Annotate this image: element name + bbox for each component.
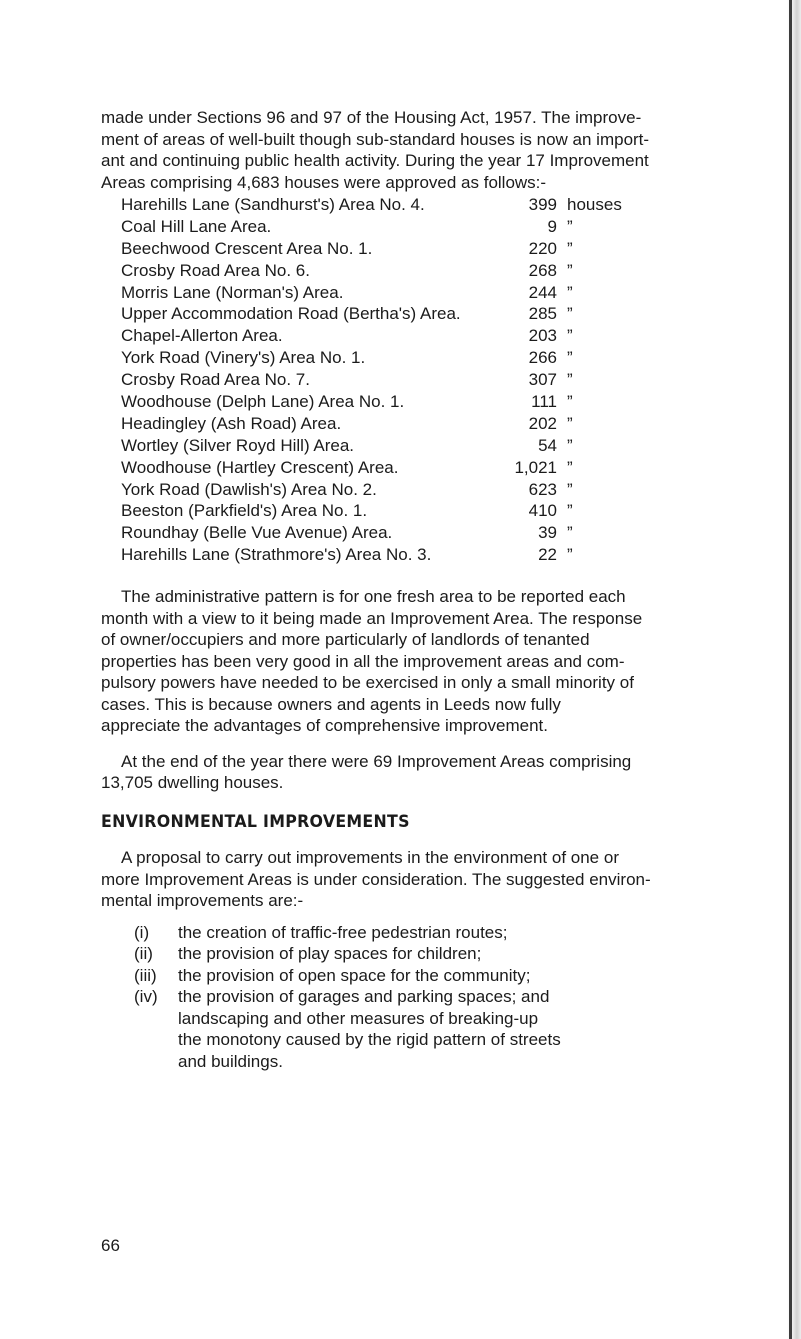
area-name: Crosby Road Area No. 6.: [121, 260, 310, 280]
area-house-count: 410: [528, 501, 557, 521]
area-house-count: 307: [528, 370, 557, 390]
area-name: Harehills Lane (Sandhurst's) Area No. 4.: [121, 195, 425, 214]
paragraph-line: A proposal to carry out improvements in the environment of one or: [121, 848, 619, 868]
intro-paragraph: [101, 107, 761, 193]
list-item-number: (ii): [134, 944, 153, 964]
intro-line: ant and continuing public health activity. During the year 17 Improvement: [101, 151, 649, 170]
area-name: York Road (Dawlish's) Area No. 2.: [121, 479, 377, 499]
area-house-count: 203: [528, 326, 557, 346]
area-unit: ”: [567, 216, 573, 236]
area-row: [121, 216, 721, 238]
document-page: [101, 107, 761, 1072]
paragraph-line: month with a view to it being made an Improvement Area. The response: [101, 608, 643, 628]
area-row: [121, 457, 721, 479]
list-item-text: the provision of open space for the community;: [178, 965, 531, 985]
paragraph-line: cases. This is because owners and agents in Leeds now fully: [101, 694, 561, 714]
area-unit: ”: [567, 435, 573, 455]
environmental-improvements-list: [134, 922, 761, 1073]
administrative-pattern-paragraph: [101, 586, 761, 737]
area-unit: ”: [567, 523, 573, 543]
paragraph-line: pulsory powers have needed to be exercised in only a small minority of: [101, 673, 634, 693]
area-name: Woodhouse (Delph Lane) Area No. 1.: [121, 392, 405, 412]
scan-binding-line: [789, 0, 792, 1339]
paragraph-line: 13,705 dwelling houses.: [101, 773, 284, 793]
area-house-count: 623: [528, 479, 557, 499]
area-house-count: 244: [528, 282, 557, 302]
page-number: 66: [101, 1236, 120, 1255]
list-item: [134, 922, 761, 944]
area-house-count: 22: [538, 545, 557, 565]
area-row: [121, 282, 721, 304]
proposal-paragraph: [101, 847, 761, 912]
area-name: York Road (Vinery's) Area No. 1.: [121, 348, 366, 368]
area-name: Morris Lane (Norman's) Area.: [121, 282, 344, 302]
intro-line: made under Sections 96 and 97 of the Housing Act, 1957. The improve-: [101, 108, 642, 127]
area-name: Headingley (Ash Road) Area.: [121, 413, 342, 433]
area-name: Roundhay (Belle Vue Avenue) Area.: [121, 523, 393, 543]
area-unit: ”: [567, 348, 573, 368]
area-unit: ”: [567, 479, 573, 499]
year-end-paragraph: [101, 751, 761, 794]
area-row: [121, 435, 721, 457]
area-row: [121, 522, 721, 544]
area-name: Upper Accommodation Road (Bertha's) Area.: [121, 304, 461, 324]
area-name: Harehills Lane (Strathmore's) Area No. 3.: [121, 545, 432, 565]
area-name: Chapel-Allerton Area.: [121, 326, 283, 346]
area-row: [121, 369, 721, 391]
area-house-count: 266: [528, 348, 557, 368]
intro-line: Areas comprising 4,683 houses were approved as follows:-: [101, 172, 547, 192]
area-house-count: 220: [528, 238, 557, 258]
list-item-number: (iii): [134, 965, 157, 985]
area-unit: ”: [567, 457, 573, 477]
list-item-number: (iv): [134, 987, 158, 1007]
area-unit: ”: [567, 260, 573, 280]
area-house-count: 268: [528, 260, 557, 280]
list-item-line: and buildings.: [178, 1051, 283, 1071]
list-item: [134, 965, 761, 987]
paragraph-line: properties has been very good in all the improvement areas and com-: [101, 651, 625, 671]
area-row: [121, 413, 721, 435]
area-row: [121, 391, 721, 413]
area-row: [121, 194, 721, 216]
paragraph-line: of owner/occupiers and more particularly of landlords of tenanted: [101, 630, 590, 650]
area-name: Wortley (Silver Royd Hill) Area.: [121, 435, 355, 455]
area-unit: ”: [567, 392, 573, 412]
area-unit: ”: [567, 545, 573, 565]
area-house-count: 202: [528, 413, 557, 433]
intro-line: ment of areas of well-built though sub-standard houses is now an import-: [101, 129, 650, 149]
area-house-count: 285: [528, 304, 557, 324]
list-item: [134, 986, 761, 1072]
list-item-line: the provision of garages and parking spaces; and: [178, 987, 550, 1007]
area-row: [121, 544, 721, 566]
paragraph-line: mental improvements are:-: [101, 891, 304, 911]
area-name: Beechwood Crescent Area No. 1.: [121, 238, 373, 258]
area-unit: ”: [567, 304, 573, 324]
area-unit: ”: [567, 501, 573, 521]
list-item-text: [178, 986, 648, 1072]
area-house-count: 399: [528, 195, 557, 214]
area-house-count: 39: [538, 523, 557, 543]
area-row: [121, 479, 721, 501]
paragraph-line: more Improvement Areas is under consideration. The suggested environ-: [101, 869, 651, 889]
list-item: [134, 943, 761, 965]
area-row: [121, 500, 721, 522]
area-row: [121, 238, 721, 260]
area-unit: ”: [567, 326, 573, 346]
area-house-count: 111: [531, 392, 557, 412]
area-row: [121, 347, 721, 369]
area-name: Woodhouse (Hartley Crescent) Area.: [121, 457, 399, 477]
area-name: Crosby Road Area No. 7.: [121, 370, 310, 390]
area-house-count: 54: [538, 435, 557, 455]
area-unit: ”: [567, 413, 573, 433]
paragraph-line: The administrative pattern is for one fresh area to be reported each: [121, 587, 626, 607]
paragraph-line: appreciate the advantages of comprehensive improvement.: [101, 716, 548, 736]
area-unit: ”: [567, 238, 573, 258]
area-house-count: 1,021: [514, 457, 557, 477]
list-item-text: the creation of traffic-free pedestrian routes;: [178, 922, 508, 942]
area-unit: ”: [567, 370, 573, 390]
list-item-number: (i): [134, 922, 150, 942]
area-unit: houses: [567, 195, 622, 214]
area-house-count: 9: [547, 216, 557, 236]
area-name: Beeston (Parkfield's) Area No. 1.: [121, 501, 368, 521]
list-item-line: landscaping and other measures of breaking-up: [178, 1008, 539, 1028]
list-item-line: the monotony caused by the rigid pattern of streets: [178, 1030, 561, 1050]
area-unit: ”: [567, 282, 573, 302]
list-item-text: the provision of play spaces for children;: [178, 944, 482, 964]
area-row: [121, 303, 721, 325]
area-name: Coal Hill Lane Area.: [121, 216, 272, 236]
area-row: [121, 260, 721, 282]
paragraph-line: At the end of the year there were 69 Improvement Areas comprising: [121, 751, 632, 771]
improvement-areas-list: [121, 194, 721, 566]
section-heading: ENVIRONMENTAL IMPROVEMENTS: [101, 811, 410, 832]
area-row: [121, 325, 721, 347]
